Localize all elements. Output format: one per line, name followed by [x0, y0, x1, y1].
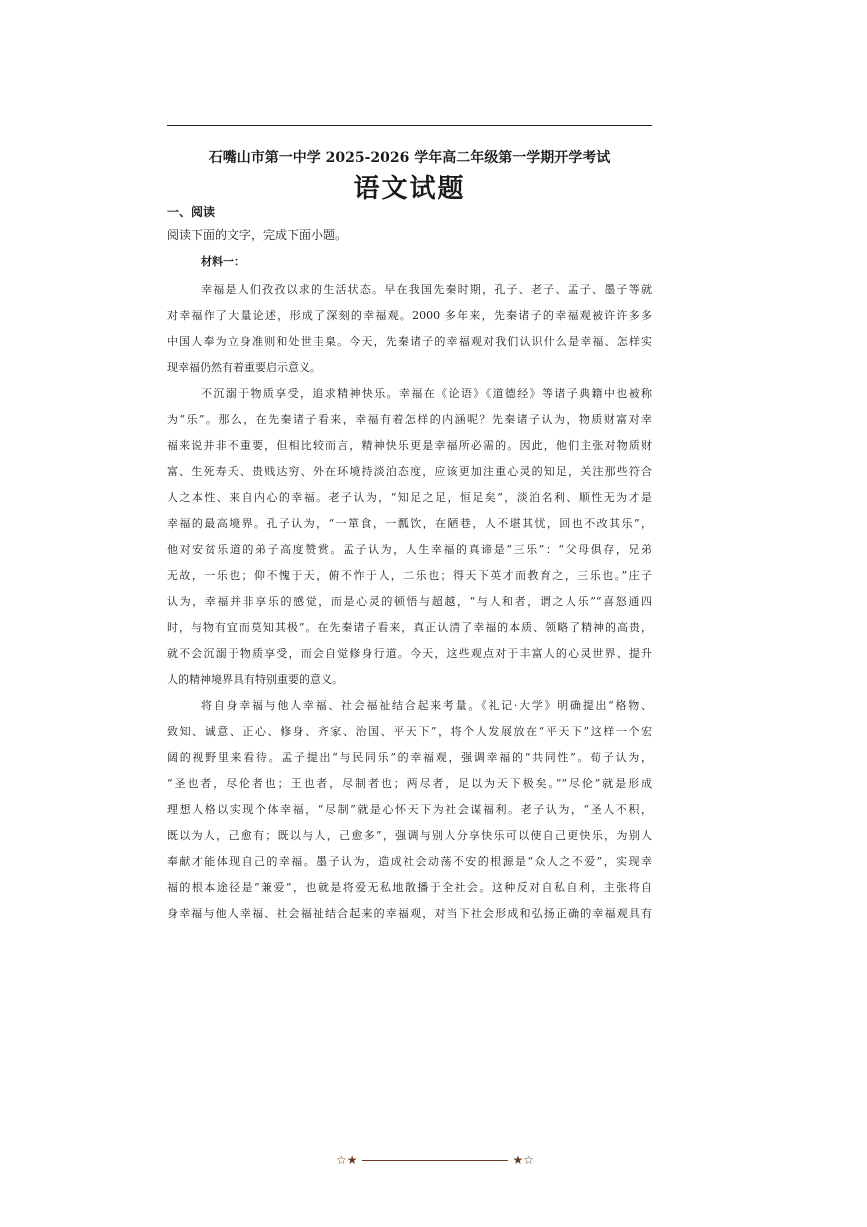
passage-line: 人之本性、来自内心的幸福。老子认为，“知足之足，恒足矣”，淡泊名利、顺性无为才是 [167, 491, 652, 504]
passage-line: 将自身幸福与他人幸福、社会福祉结合起来考量。《礼记·大学》明确提出“格物、 [201, 699, 652, 712]
passage-line: 幸福是人们孜孜以求的生活状态。早在我国先秦时期，孔子、老子、孟子、墨子等就 [201, 283, 652, 296]
passage-line: 为“乐”。那么，在先秦诸子看来，幸福有着怎样的内涵呢？先秦诸子认为，物质财富对幸 [167, 413, 652, 426]
passage-line: 对幸福作了大量论述，形成了深刻的幸福观。2000 多年来，先秦诸子的幸福观被许许多多 [167, 309, 652, 322]
passage-line: 中国人奉为立身准则和处世圭臬。今天，先秦诸子的幸福观对我们认识什么是幸福、怎样实 [167, 335, 652, 348]
passage-line: 富、生死寿夭、贵贱达穷、外在环境持淡泊态度，应该更加注重心灵的知足，关注那些符合 [167, 465, 652, 478]
page-footer-ornament [336, 1152, 534, 1168]
footer-divider [362, 1160, 508, 1161]
passage-line: 理想人格以实现个体幸福，“尽制”就是心怀天下为社会谋福利。老子认为，“圣人不积， [167, 803, 652, 816]
passage-line: “圣也者，尽伦者也；王也者，尽制者也；两尽者，足以为天下极矣。”“尽伦”就是形成 [167, 777, 652, 790]
passage-line: 福来说并非不重要，但相比较而言，精神快乐更是幸福所必需的。因此，他们主张对物质财 [167, 439, 652, 452]
passage-line: 身幸福与他人幸福、社会福祉结合起来的幸福观，对当下社会形成和弘扬正确的幸福观具有 [167, 907, 652, 920]
passage-line: 现幸福仍然有着重要启示意义。 [167, 361, 321, 374]
passage-line: 他对安贫乐道的弟子高度赞赏。孟子认为，人生幸福的真谛是“三乐”：“父母俱存，兄弟 [167, 543, 652, 556]
passage-line: 不沉溺于物质享受，追求精神快乐。幸福在《论语》《道德经》等诸子典籍中也被称 [201, 387, 652, 400]
passage-line: 认为，幸福并非享乐的感觉，而是心灵的顿悟与超越，“与人和者，谓之人乐”“喜怒通四 [167, 595, 652, 608]
header-rule [167, 125, 652, 126]
school-exam-title: 石嘴山市第一中学 2025-2026 学年高二年级第一学期开学考试 [208, 150, 611, 166]
star-icon: ☆★ [336, 1153, 358, 1167]
passage-line: 人的精神境界具有特别重要的意义。 [167, 673, 343, 686]
passage-line: 奉献才能体现自己的幸福。墨子认为，造成社会动荡不安的根源是“众人之不爱”，实现幸 [167, 855, 652, 868]
passage-line: 阔的视野里来看待。孟子提出“与民同乐”的幸福观，强调幸福的“共同性”。荀子认为， [167, 751, 652, 764]
section-heading: 一、阅读 [167, 205, 216, 219]
star-icon: ★☆ [512, 1153, 534, 1167]
reading-instruction: 阅读下面的文字，完成下面小题。 [167, 228, 348, 242]
passage-line: 无故，一乐也；仰不愧于天，俯不怍于人，二乐也；得天下英才而教育之，三乐也。”庄子 [167, 569, 652, 582]
passage-line: 既以为人，己愈有；既以与人，己愈多”，强调与别人分享快乐可以使自己更快乐，为别人 [167, 829, 652, 842]
passage-line: 幸福的最高境界。孔子认为，“一箪食，一瓢饮，在陋巷，人不堪其忧，回也不改其乐”， [167, 517, 652, 530]
passage-line: 时，与物有宜而莫知其极”。在先秦诸子看来，真正认清了幸福的本质、领略了精神的高贵， [167, 621, 652, 634]
material-label: 材料一： [201, 255, 245, 268]
subject-title: 语文试题 [353, 174, 466, 204]
passage-line: 致知、诚意、正心、修身、齐家、治国、平天下”，将个人发展放在“平天下”这样一个宏 [167, 725, 652, 738]
passage-line: 就不会沉溺于物质享受，而会自觉修身行道。今天，这些观点对于丰富人的心灵世界、提升 [167, 647, 652, 660]
passage-body [167, 277, 652, 927]
passage-line: 福的根本途径是“兼爱”，也就是将爱无私地散播于全社会。这种反对自私自利，主张将自 [167, 881, 652, 894]
